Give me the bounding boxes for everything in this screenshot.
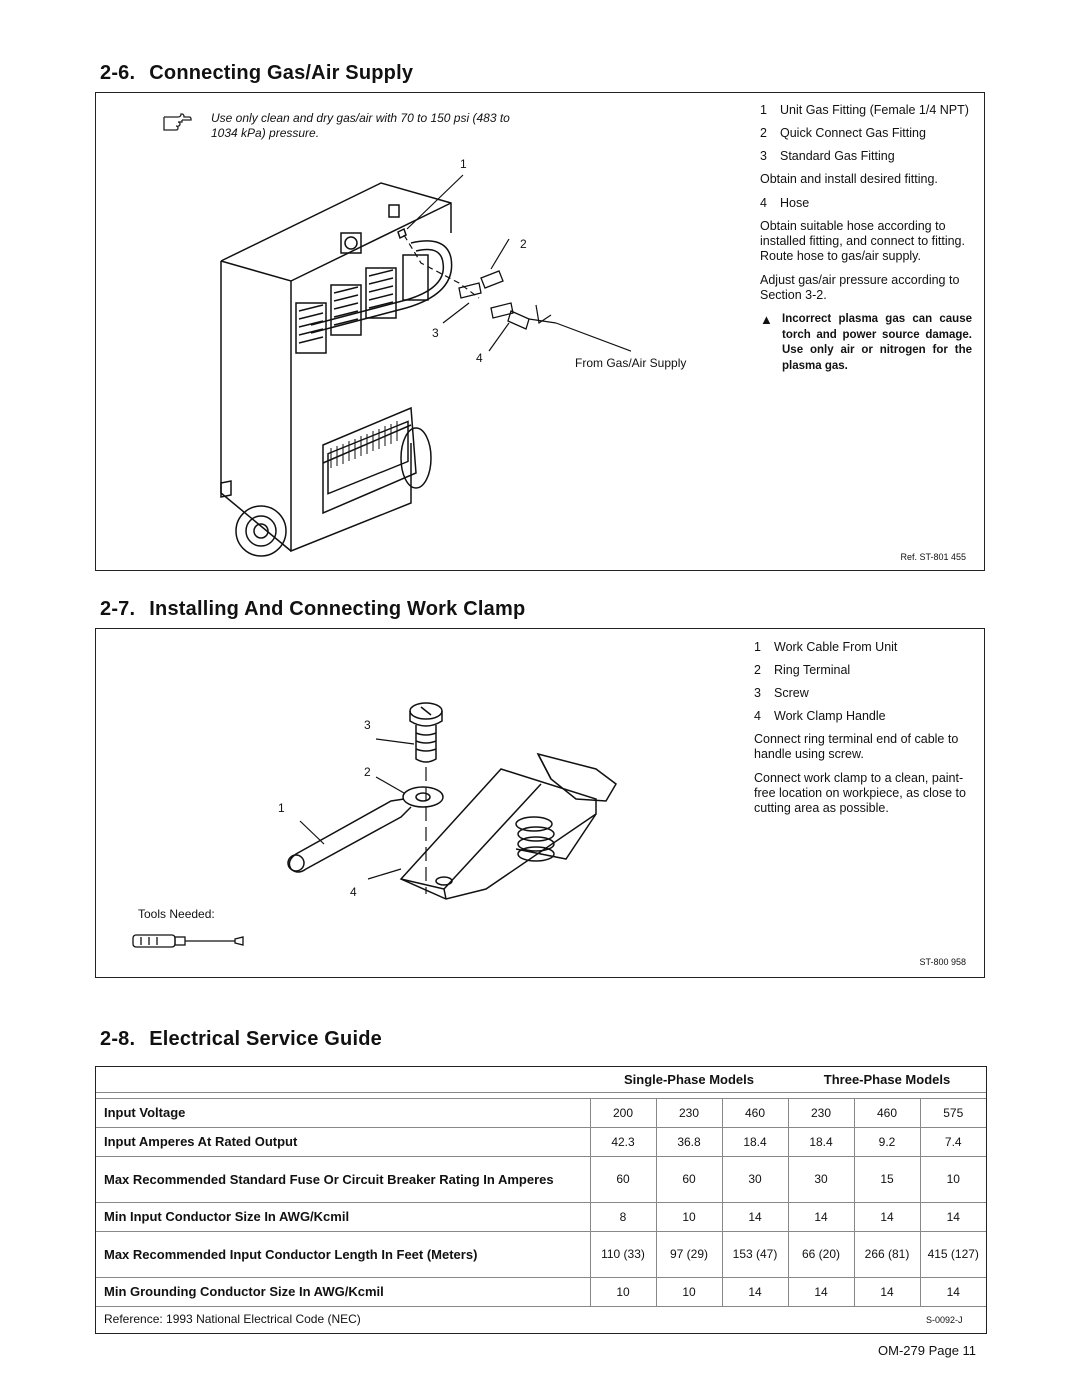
legend-item: 3 Screw [754, 686, 809, 700]
table-row: Max Recommended Input Conductor Length In Feet (Meters) 110 (33) 97 (29) 153 (47) 66 (20) 266 (81) 415 (127) [96, 1231, 986, 1277]
legend-item: 1 Unit Gas Fitting (Female 1/4 NPT) [760, 103, 969, 117]
callout-2: 2 [520, 237, 527, 251]
gas-supply-legend [760, 103, 972, 374]
table-row: Min Grounding Conductor Size In AWG/Kcmil 10 10 14 14 14 14 [96, 1277, 986, 1306]
warning-block [760, 312, 972, 374]
pointing-hand-icon [162, 111, 192, 133]
section-2-7-heading [100, 598, 525, 621]
callout-4: 4 [350, 885, 357, 899]
table-row: Input Voltage 200 230 460 230 460 575 [96, 1098, 986, 1127]
gas-supply-panel [95, 92, 985, 571]
work-clamp-legend [754, 640, 966, 825]
callout-3: 3 [432, 326, 439, 340]
legend-item: 2 Ring Terminal [754, 663, 851, 677]
legend-paragraph: Adjust gas/air pressure according to Section 3-2. [760, 273, 960, 302]
callout-3: 3 [364, 718, 371, 732]
table-header-empty [96, 1067, 590, 1092]
plasma-unit-illustration [211, 163, 631, 563]
legend-item: 2 Quick Connect Gas Fitting [760, 126, 926, 140]
warning-triangle-icon: ▲ [760, 312, 773, 327]
gas-pressure-note: Use only clean and dry gas/air with 70 to 150 psi (483 to 1034 kPa) pressure. [211, 111, 510, 140]
reference-code: Ref. ST-801 455 [900, 552, 966, 562]
tools-needed-label: Tools Needed: [138, 907, 215, 921]
legend-paragraph: Connect ring terminal end of cable to handle using screw. [754, 732, 959, 761]
three-phase-header: Three-Phase Models [788, 1067, 986, 1092]
section-2-8-heading [100, 1028, 382, 1051]
from-gas-air-supply-label: From Gas/Air Supply [575, 356, 687, 370]
callout-2: 2 [364, 765, 371, 779]
table-code: S-0092-J [926, 1315, 963, 1325]
callout-1: 1 [460, 157, 467, 171]
section-title: Connecting Gas/Air Supply [149, 62, 414, 84]
nec-reference: Reference: 1993 National Electrical Code (NEC) [104, 1312, 361, 1326]
section-number: 2-8. [100, 1028, 136, 1050]
single-phase-header: Single-Phase Models [590, 1067, 788, 1092]
legend-paragraph: Connect work clamp to a clean, paint-free location on workpiece, as close to cutting area as possible. [754, 771, 966, 815]
legend-paragraph: Obtain suitable hose according to installed fitting, and connect to fitting. Route hose to gas/air supply. [760, 219, 965, 263]
section-title: Electrical Service Guide [149, 1028, 382, 1050]
legend-item: 4 Work Clamp Handle [754, 709, 886, 723]
work-clamp-panel [95, 628, 985, 978]
callout-4: 4 [476, 351, 483, 365]
legend-item: 1 Work Cable From Unit [754, 640, 898, 654]
callout-1: 1 [278, 801, 285, 815]
section-2-6-heading [100, 62, 413, 85]
table-row: Max Recommended Standard Fuse Or Circuit Breaker Rating In Amperes 60 60 30 30 15 10 [96, 1156, 986, 1202]
work-clamp-illustration [276, 689, 636, 919]
screwdriver-icon [131, 931, 247, 951]
warning-text: Incorrect plasma gas can cause torch and power source damage. Use only air or nitrogen for the plasma gas. [782, 313, 972, 372]
table-row: Min Input Conductor Size In AWG/Kcmil 8 10 14 14 14 14 [96, 1202, 986, 1231]
table-row: Input Amperes At Rated Output 42.3 36.8 18.4 18.4 9.2 7.4 [96, 1127, 986, 1156]
section-number: 2-6. [100, 62, 136, 84]
legend-item: 3 Standard Gas Fitting [760, 149, 895, 163]
section-title: Installing And Connecting Work Clamp [149, 598, 526, 620]
reference-code: ST-800 958 [919, 957, 966, 967]
legend-paragraph: Obtain and install desired fitting. [760, 172, 938, 186]
electrical-service-table [96, 1067, 986, 1307]
page-footer: OM-279 Page 11 [878, 1343, 977, 1358]
legend-item: 4 Hose [760, 196, 810, 210]
section-number: 2-7. [100, 598, 136, 620]
